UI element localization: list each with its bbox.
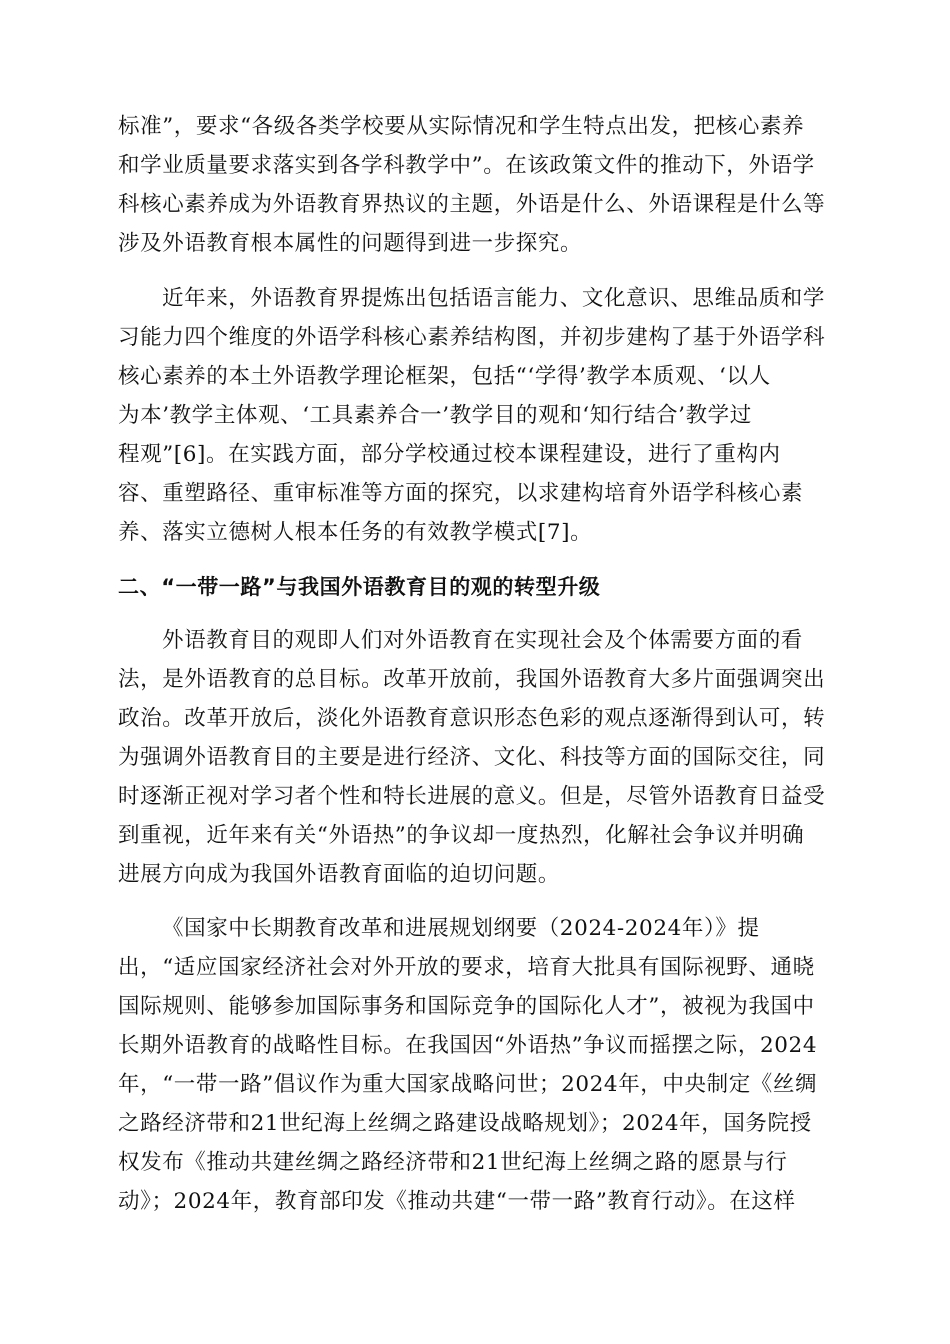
paragraph-3-line-2: 法，是外语教育的总目标。改革开放前，我国外语教育大多片面强调突出 — [118, 667, 826, 692]
paragraph-2-line-4: 为本’教学主体观、‘工具素养合一’教学目的观和‘知行结合’教学过 — [118, 403, 752, 428]
paragraph-3-line-6: 到重视，近年来有关“外语热”的争议却一度热烈，化解社会争议并明确 — [118, 823, 805, 848]
paragraph-4-line-7: 权发布《推动共建丝绸之路经济带和21世纪海上丝绸之路的愿景与行 — [118, 1150, 788, 1175]
paragraph-4-line-4: 长期外语教育的战略性目标。在我国因“外语热”争议而摇摆之际，2024 — [118, 1033, 818, 1058]
paragraph-3-line-7: 进展方向成为我国外语教育面临的迫切问题。 — [118, 862, 561, 887]
paragraph-1-line-2: 和学业质量要求落实到各学科教学中”。在该政策文件的推动下，外语学 — [118, 153, 815, 178]
section-heading: 二、“一带一路”与我国外语教育目的观的转型升级 — [118, 575, 601, 599]
paragraph-4-line-6: 之路经济带和21世纪海上丝绸之路建设战略规划》；2024年，国务院授 — [118, 1111, 812, 1136]
paragraph-2-line-5: 程观”[6]。在实践方面，部分学校通过校本课程建设，进行了重构内 — [118, 442, 781, 467]
paragraph-3-line-4: 为强调外语教育目的主要是进行经济、文化、科技等方面的国际交往，同 — [118, 745, 826, 770]
paragraph-3-line-3: 政治。改革开放后，淡化外语教育意识形态色彩的观点逐渐得到认可，转 — [118, 706, 826, 731]
paragraph-2-line-6: 容、重塑路径、重审标准等方面的探究，以求建构培育外语学科核心素 — [118, 481, 804, 506]
paragraph-3-line-1: 外语教育目的观即人们对外语教育在实现社会及个体需要方面的看 — [162, 628, 803, 653]
paragraph-2-line-1: 近年来，外语教育界提炼出包括语言能力、文化意识、思维品质和学 — [162, 286, 826, 311]
paragraph-4-line-2: 出，“适应国家经济社会对外开放的要求，培育大批具有国际视野、通晓 — [118, 955, 815, 980]
paragraph-1-line-4: 涉及外语教育根本属性的问题得到进一步探究。 — [118, 231, 583, 256]
paragraph-1-line-3: 科核心素养成为外语教育界热议的主题，外语是什么、外语课程是什么等 — [118, 192, 826, 217]
paragraph-1-line-1: 标准”，要求“各级各类学校要从实际情况和学生特点出发，把核心素养 — [118, 114, 805, 139]
paragraph-3-line-5: 时逐渐正视对学习者个性和特长进展的意义。但是，尽管外语教育日益受 — [118, 784, 826, 809]
paragraph-2-line-3: 核心素养的本土外语教学理论框架，包括“‘学得’教学本质观、‘以人 — [118, 364, 771, 389]
paragraph-4-line-1: 《国家中长期教育改革和进展规划纲要（2024-2024年）》提 — [162, 916, 760, 941]
paragraph-2-line-2: 习能力四个维度的外语学科核心素养结构图，并初步建构了基于外语学科 — [118, 325, 826, 350]
paragraph-4-line-3: 国际规则、能够参加国际事务和国际竞争的国际化人才”，被视为我国中 — [118, 994, 815, 1019]
paragraph-4-line-5: 年，“一带一路”倡议作为重大国家战略问世；2024年，中央制定《丝绸 — [118, 1072, 818, 1097]
paragraph-2-line-7: 养、落实立德树人根本任务的有效教学模式[7]。 — [118, 520, 593, 545]
paragraph-4-line-8: 动》；2024年，教育部印发《推动共建“一带一路”教育行动》。在这样 — [118, 1189, 796, 1214]
